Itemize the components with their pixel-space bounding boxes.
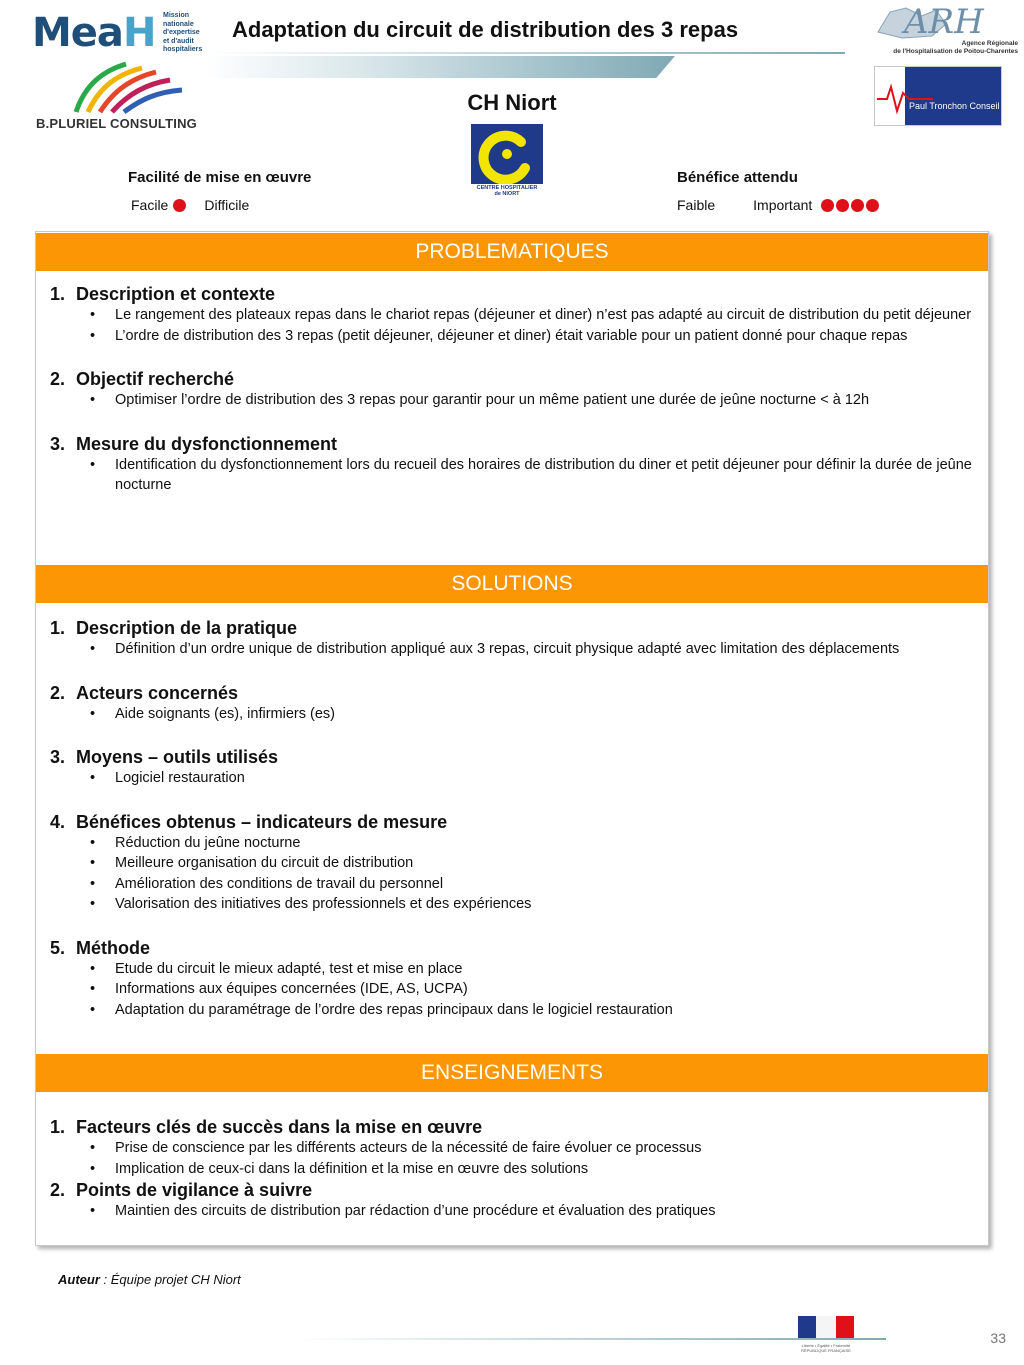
- bullet-item: • Amélioration des conditions de travail du personnel: [90, 874, 980, 895]
- section-item-heading: [50, 811, 980, 833]
- item-number: 2.: [50, 369, 66, 389]
- bullet-list: [90, 305, 980, 346]
- page-title: Adaptation du circuit de distribution des 3 repas: [232, 17, 739, 42]
- republique-francaise-logo: Liberté • Égalité • Fraternité RÉPUBLIQUE FRANÇAISE: [798, 1316, 854, 1360]
- bullet-list: [90, 1201, 980, 1222]
- item-title: Description et contexte: [76, 284, 276, 304]
- item-title: Points de vigilance à suivre: [76, 1180, 313, 1200]
- item-number: 3.: [50, 747, 66, 767]
- item-title: Acteurs concernés: [76, 682, 239, 703]
- item-title: Moyens – outils utilisés: [76, 747, 279, 767]
- page-subtitle: CH Niort: [467, 90, 557, 115]
- bullet-item: • Adaptation du paramétrage de l’ordre des repas principaux dans le logiciel restauration: [90, 1000, 980, 1021]
- section-item-heading: [50, 283, 980, 305]
- bullet-list: [90, 768, 980, 789]
- item-number: 2.: [50, 682, 66, 703]
- section-item-heading: [50, 433, 980, 455]
- bullet-item: • Aide soignants (es), infirmiers (es): [90, 704, 980, 725]
- section-item-heading: [50, 368, 980, 390]
- benefit-scale: [677, 197, 879, 213]
- author-credit: Auteur : Équipe projet CH Niort: [58, 1272, 241, 1287]
- bullet-item: • Identification du dysfonctionnement lors du recueil des horaires de distribution du diner et petit déjeuner pour définir la durée de jeûne nocturne: [90, 455, 980, 496]
- benefit-rating-dot: [836, 199, 849, 212]
- benefit-label: Bénéfice attendu: [677, 169, 798, 186]
- bullet-list: [90, 704, 980, 725]
- item-title: Objectif recherché: [76, 369, 235, 389]
- benefit-rating-dot: [821, 199, 834, 212]
- bullet-list: [90, 833, 980, 915]
- bullet-item: • Réduction du jeûne nocturne: [90, 833, 980, 854]
- item-number: 1.: [50, 618, 66, 638]
- ease-label: Facilité de mise en œuvre: [128, 169, 312, 186]
- item-title: Mesure du dysfonctionnement: [76, 433, 338, 454]
- section-header-solutions: SOLUTIONS: [36, 565, 988, 603]
- section-problematiques: [50, 283, 980, 496]
- bullet-item: • Logiciel restauration: [90, 768, 980, 789]
- bullet-item: • Le rangement des plateaux repas dans le chariot repas (déjeuner et diner) n’est pas adapté au circuit de distribution du petit déjeuner: [90, 305, 980, 326]
- bullet-item: • Prise de conscience par les différents acteurs de la nécessité de faire évoluer ce processus: [90, 1138, 980, 1159]
- benefit-dots: [821, 199, 879, 212]
- item-number: 2.: [50, 1180, 66, 1200]
- ch-niort-logo: CENTRE HOSPITALIER de NIORT: [469, 124, 545, 196]
- bpluriel-logo: B.PLURIEL CONSULTING: [36, 62, 206, 137]
- section-solutions: [50, 617, 980, 1020]
- item-title: Facteurs clés de succès dans la mise en œuvre: [76, 1117, 483, 1137]
- header-band: [205, 56, 675, 78]
- bullet-list: [90, 1138, 980, 1179]
- bullet-item: • Etude du circuit le mieux adapté, test et mise en place: [90, 959, 980, 980]
- heartbeat-icon: [875, 77, 935, 117]
- section-header-problematiques: PROBLEMATIQUES: [36, 233, 988, 271]
- ch-niort-c-icon: [471, 124, 543, 184]
- item-number: 1.: [50, 1117, 66, 1137]
- paul-tronchon-logo: Paul Tronchon Conseil: [874, 66, 1002, 126]
- bullet-item: • Implication de ceux-ci dans la définition et la mise en œuvre des solutions: [90, 1159, 980, 1180]
- bullet-item: • Informations aux équipes concernées (IDE, AS, UCPA): [90, 979, 980, 1000]
- section-item-heading: [50, 1179, 980, 1201]
- bullet-item: • Valorisation des initiatives des professionnels et des expériences: [90, 894, 980, 915]
- section-item-heading: [50, 937, 980, 959]
- ease-high-label: Difficile: [204, 197, 250, 213]
- bullet-list: [90, 959, 980, 1021]
- bullet-item: • L’ordre de distribution des 3 repas (petit déjeuner, déjeuner et diner) était variable pour un patient donné pour chaque repas: [90, 326, 980, 347]
- meah-logo-tagline: Mission nationale d'expertise et d'audit hospitaliers: [163, 12, 203, 53]
- item-title: Bénéfices obtenus – indicateurs de mesure: [76, 811, 448, 832]
- benefit-high-label: Important: [753, 197, 813, 213]
- ease-low-label: Facile: [131, 197, 169, 213]
- bullet-item: • Meilleure organisation du circuit de distribution: [90, 853, 980, 874]
- section-item-heading: [50, 617, 980, 639]
- page-number: 33: [990, 1330, 1006, 1346]
- item-number: 1.: [50, 284, 66, 304]
- section-item-heading: [50, 1116, 980, 1138]
- item-number: 3.: [50, 433, 66, 454]
- bullet-item: • Maintien des circuits de distribution par rédaction d’une procédure et évaluation des pratiques: [90, 1201, 980, 1222]
- section-enseignements: [50, 1116, 980, 1222]
- ease-dots: [173, 199, 186, 212]
- benefit-low-label: Faible: [677, 197, 716, 213]
- arh-logo: ARH Agence Régionale de l'Hospitalisation de Poitou-Charentes: [848, 2, 1018, 62]
- bullet-list: [90, 455, 980, 496]
- ease-rating-dot: [173, 199, 186, 212]
- benefit-rating-dot: [851, 199, 864, 212]
- bullet-item: • Optimiser l’ordre de distribution des 3 repas pour garantir pour un même patient une durée de jeûne nocturne < à 12h: [90, 390, 980, 411]
- item-number: 4.: [50, 811, 66, 832]
- section-item-heading: [50, 682, 980, 704]
- section-item-heading: [50, 746, 980, 768]
- ease-scale: [131, 197, 249, 213]
- bullet-item: • Définition d’un ordre unique de distribution appliqué aux 3 repas, circuit physique adapté avec limitation des déplacements: [90, 639, 980, 660]
- item-title: Méthode: [76, 937, 150, 958]
- section-header-enseignements: ENSEIGNEMENTS: [36, 1054, 988, 1092]
- header-divider: [205, 52, 845, 54]
- item-title: Description de la pratique: [76, 618, 298, 638]
- item-number: 5.: [50, 937, 66, 958]
- marianne-flag-icon: [798, 1316, 854, 1338]
- meah-logo: MeaH Mission nationale d'expertise et d'audit hospitaliers: [32, 10, 203, 56]
- bullet-list: [90, 390, 980, 411]
- benefit-rating-dot: [866, 199, 879, 212]
- bullet-list: [90, 639, 980, 660]
